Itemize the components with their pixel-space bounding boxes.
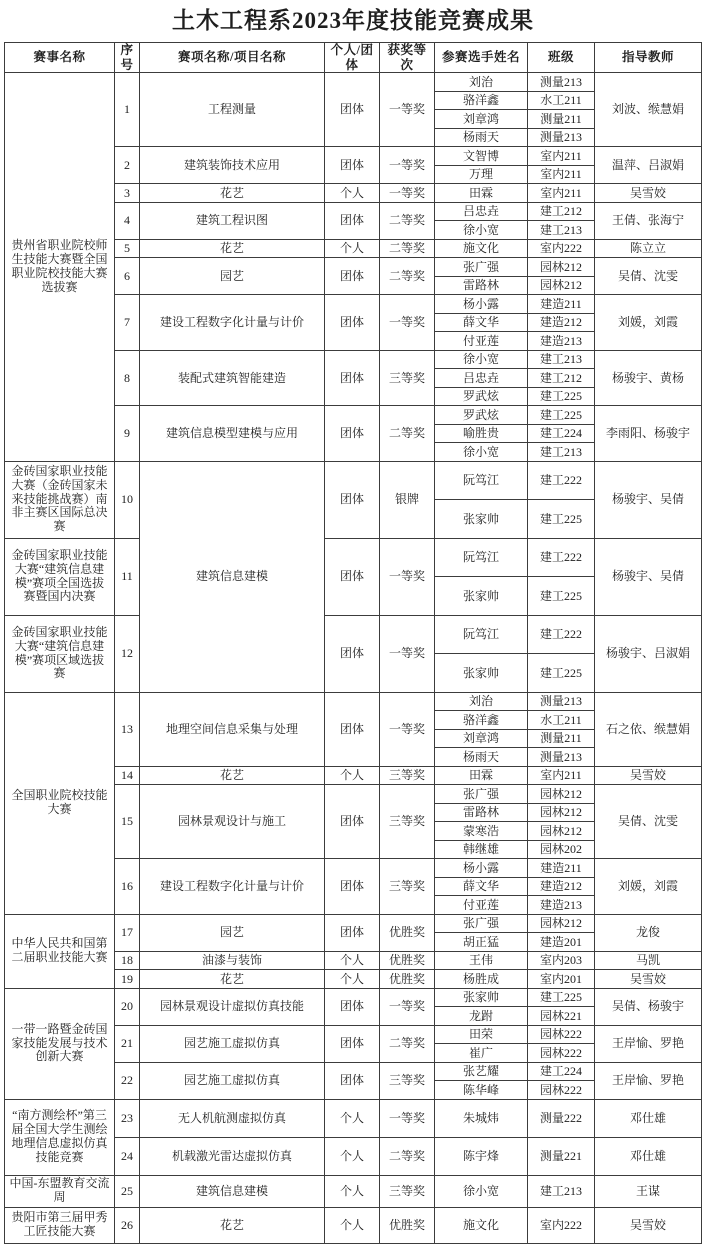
award-level-cell: 优胜奖 — [380, 970, 435, 989]
student-name-cell: 徐小宽 — [435, 443, 528, 462]
table-row — [5, 692, 702, 711]
class-name-cell: 室内211 — [528, 184, 595, 203]
project-name-cell: 花艺 — [140, 1207, 325, 1243]
student-name-cell: 陈华峰 — [435, 1081, 528, 1100]
table-row — [5, 615, 702, 654]
serial-number-cell: 9 — [115, 406, 140, 462]
class-name-cell: 水工211 — [528, 711, 595, 730]
project-name-cell: 园艺 — [140, 258, 325, 295]
class-name-cell: 建工225 — [528, 500, 595, 539]
class-name-cell: 测量213 — [528, 73, 595, 92]
header-students: 参赛选手姓名 — [435, 43, 528, 73]
serial-number-cell: 24 — [115, 1137, 140, 1175]
advisor-teachers-cell: 吴雪姣 — [595, 1207, 702, 1243]
project-name-cell: 花艺 — [140, 766, 325, 785]
student-name-cell: 田荣 — [435, 1025, 528, 1044]
student-name-cell: 杨雨天 — [435, 128, 528, 147]
project-name-cell: 园艺施工虚拟仿真 — [140, 1025, 325, 1062]
class-name-cell: 建工222 — [528, 461, 595, 500]
team-type-cell: 团体 — [325, 406, 380, 462]
student-name-cell: 胡正猛 — [435, 933, 528, 952]
table-row — [5, 73, 702, 92]
class-name-cell: 建造212 — [528, 313, 595, 332]
award-level-cell: 银牌 — [380, 461, 435, 538]
team-type-cell: 团体 — [325, 258, 380, 295]
project-name-cell: 地理空间信息采集与处理 — [140, 692, 325, 766]
class-name-cell: 园林212 — [528, 822, 595, 841]
competition-name-cell: 金砖国家职业技能大赛（金砖国家未来技能挑战赛）南非主赛区国际总决赛 — [5, 461, 115, 538]
class-name-cell: 测量211 — [528, 729, 595, 748]
award-level-cell: 三等奖 — [380, 1062, 435, 1099]
results-table — [4, 42, 702, 1244]
team-type-cell: 团体 — [325, 538, 380, 615]
student-name-cell: 刘章鸿 — [435, 729, 528, 748]
advisor-teachers-cell: 吴倩、沈雯 — [595, 258, 702, 295]
class-name-cell: 建工225 — [528, 387, 595, 406]
table-row — [5, 1099, 702, 1137]
class-name-cell: 建工224 — [528, 1062, 595, 1081]
competition-name-cell: 金砖国家职业技能大赛“建筑信息建模”赛项区域选拔赛 — [5, 615, 115, 692]
serial-number-cell: 7 — [115, 295, 140, 351]
student-name-cell: 万理 — [435, 165, 528, 184]
team-type-cell: 团体 — [325, 202, 380, 239]
competition-name-cell: 贵阳市第三届甲秀工匠技能大赛 — [5, 1207, 115, 1243]
award-level-cell: 一等奖 — [380, 147, 435, 184]
award-level-cell: 三等奖 — [380, 766, 435, 785]
student-name-cell: 徐小宽 — [435, 350, 528, 369]
serial-number-cell: 10 — [115, 461, 140, 538]
team-type-cell: 个人 — [325, 184, 380, 203]
serial-number-cell: 16 — [115, 859, 140, 915]
team-type-cell: 团体 — [325, 914, 380, 951]
class-name-cell: 建工212 — [528, 369, 595, 388]
class-name-cell: 园林222 — [528, 1044, 595, 1063]
student-name-cell: 张家帅 — [435, 654, 528, 693]
award-level-cell: 优胜奖 — [380, 951, 435, 970]
serial-number-cell: 2 — [115, 147, 140, 184]
advisor-teachers-cell: 石之依、缑慧娟 — [595, 692, 702, 766]
team-type-cell: 团体 — [325, 859, 380, 915]
class-name-cell: 测量222 — [528, 1099, 595, 1137]
advisor-teachers-cell: 邓仕雄 — [595, 1137, 702, 1175]
team-type-cell: 团体 — [325, 988, 380, 1025]
class-name-cell: 建工213 — [528, 443, 595, 462]
serial-number-cell: 25 — [115, 1175, 140, 1207]
award-level-cell: 一等奖 — [380, 692, 435, 766]
class-name-cell: 园林212 — [528, 276, 595, 295]
project-name-cell: 机载激光雷达虚拟仿真 — [140, 1137, 325, 1175]
header-project: 赛项名称/项目名称 — [140, 43, 325, 73]
student-name-cell: 文智博 — [435, 147, 528, 166]
class-name-cell: 园林212 — [528, 258, 595, 277]
results-body — [5, 73, 702, 1244]
student-name-cell: 杨小露 — [435, 859, 528, 878]
class-name-cell: 建工225 — [528, 988, 595, 1007]
project-name-cell: 建设工程数字化计量与计价 — [140, 859, 325, 915]
serial-number-cell: 26 — [115, 1207, 140, 1243]
award-level-cell: 优胜奖 — [380, 914, 435, 951]
advisor-teachers-cell: 温萍、吕淑娟 — [595, 147, 702, 184]
award-level-cell: 一等奖 — [380, 295, 435, 351]
project-name-cell: 建筑信息建模 — [140, 1175, 325, 1207]
advisor-teachers-cell: 邓仕雄 — [595, 1099, 702, 1137]
advisor-teachers-cell: 陈立立 — [595, 239, 702, 258]
class-name-cell: 建工213 — [528, 1175, 595, 1207]
header-teachers: 指导教师 — [595, 43, 702, 73]
page-title: 土木工程系2023年度技能竞赛成果 — [172, 8, 534, 33]
student-name-cell: 阮笃江 — [435, 538, 528, 577]
award-level-cell: 二等奖 — [380, 1025, 435, 1062]
table-row — [5, 1175, 702, 1207]
student-name-cell: 杨胜成 — [435, 970, 528, 989]
project-name-cell: 园艺 — [140, 914, 325, 951]
project-name-cell: 建筑信息建模 — [140, 461, 325, 692]
student-name-cell: 陈宇烽 — [435, 1137, 528, 1175]
class-name-cell: 园林212 — [528, 803, 595, 822]
header-class: 班级 — [528, 43, 595, 73]
award-level-cell: 一等奖 — [380, 1099, 435, 1137]
competition-name-cell: 中华人民共和国第二届职业技能大赛 — [5, 914, 115, 988]
advisor-teachers-cell: 杨骏宇、黄杨 — [595, 350, 702, 406]
class-name-cell: 建工222 — [528, 615, 595, 654]
advisor-teachers-cell: 马凯 — [595, 951, 702, 970]
team-type-cell: 个人 — [325, 1207, 380, 1243]
advisor-teachers-cell: 吴雪姣 — [595, 970, 702, 989]
award-level-cell: 二等奖 — [380, 258, 435, 295]
student-name-cell: 阮笃江 — [435, 615, 528, 654]
serial-number-cell: 15 — [115, 785, 140, 859]
project-name-cell: 花艺 — [140, 239, 325, 258]
student-name-cell: 张家帅 — [435, 988, 528, 1007]
student-name-cell: 施文化 — [435, 239, 528, 258]
student-name-cell: 薛文华 — [435, 877, 528, 896]
advisor-teachers-cell: 刘媛，刘霞 — [595, 859, 702, 915]
competition-name-cell: 一带一路暨金砖国家技能发展与技术创新大赛 — [5, 988, 115, 1099]
class-name-cell: 建工225 — [528, 577, 595, 616]
serial-number-cell: 6 — [115, 258, 140, 295]
class-name-cell: 建工213 — [528, 350, 595, 369]
table-row — [5, 1207, 702, 1243]
student-name-cell: 吕忠垚 — [435, 202, 528, 221]
student-name-cell: 朱城炜 — [435, 1099, 528, 1137]
advisor-teachers-cell: 吴雪姣 — [595, 184, 702, 203]
award-level-cell: 三等奖 — [380, 350, 435, 406]
class-name-cell: 园林221 — [528, 1007, 595, 1026]
project-name-cell: 无人机航测虚拟仿真 — [140, 1099, 325, 1137]
advisor-teachers-cell: 吴倩、杨骏宇 — [595, 988, 702, 1025]
award-level-cell: 二等奖 — [380, 1137, 435, 1175]
serial-number-cell: 8 — [115, 350, 140, 406]
class-name-cell: 建造212 — [528, 877, 595, 896]
team-type-cell: 团体 — [325, 147, 380, 184]
advisor-teachers-cell: 王谋 — [595, 1175, 702, 1207]
award-level-cell: 三等奖 — [380, 1175, 435, 1207]
class-name-cell: 建工222 — [528, 538, 595, 577]
class-name-cell: 室内222 — [528, 1207, 595, 1243]
student-name-cell: 罗武炫 — [435, 406, 528, 425]
competition-name-cell: 全国职业院校技能大赛 — [5, 692, 115, 914]
student-name-cell: 田霖 — [435, 766, 528, 785]
team-type-cell: 个人 — [325, 1099, 380, 1137]
serial-number-cell: 13 — [115, 692, 140, 766]
project-name-cell: 建设工程数字化计量与计价 — [140, 295, 325, 351]
student-name-cell: 张广强 — [435, 258, 528, 277]
team-type-cell: 个人 — [325, 1137, 380, 1175]
student-name-cell: 付亚莲 — [435, 896, 528, 915]
student-name-cell: 韩继雄 — [435, 840, 528, 859]
project-name-cell: 装配式建筑智能建造 — [140, 350, 325, 406]
table-row — [5, 461, 702, 500]
advisor-teachers-cell: 刘波、缑慧娟 — [595, 73, 702, 147]
table-row — [5, 988, 702, 1007]
student-name-cell: 雷路林 — [435, 276, 528, 295]
student-name-cell: 刘章鸿 — [435, 110, 528, 129]
team-type-cell: 个人 — [325, 951, 380, 970]
team-type-cell: 个人 — [325, 1175, 380, 1207]
class-name-cell: 园林202 — [528, 840, 595, 859]
class-name-cell: 建工225 — [528, 406, 595, 425]
student-name-cell: 施文化 — [435, 1207, 528, 1243]
class-name-cell: 建造211 — [528, 859, 595, 878]
serial-number-cell: 21 — [115, 1025, 140, 1062]
class-name-cell: 室内222 — [528, 239, 595, 258]
student-name-cell: 阮笃江 — [435, 461, 528, 500]
class-name-cell: 建工224 — [528, 424, 595, 443]
award-level-cell: 一等奖 — [380, 184, 435, 203]
class-name-cell: 建工225 — [528, 654, 595, 693]
serial-number-cell: 12 — [115, 615, 140, 692]
competition-name-cell: 贵州省职业院校师生技能大赛暨全国职业院校技能大赛选拔赛 — [5, 73, 115, 462]
advisor-teachers-cell: 刘媛，刘霞 — [595, 295, 702, 351]
advisor-teachers-cell: 杨骏宇、吴倩 — [595, 461, 702, 538]
serial-number-cell: 5 — [115, 239, 140, 258]
student-name-cell: 徐小宽 — [435, 221, 528, 240]
advisor-teachers-cell: 吴雪姣 — [595, 766, 702, 785]
student-name-cell: 蒙寒浩 — [435, 822, 528, 841]
advisor-teachers-cell: 吴倩、沈雯 — [595, 785, 702, 859]
award-level-cell: 三等奖 — [380, 785, 435, 859]
serial-number-cell: 14 — [115, 766, 140, 785]
student-name-cell: 张家帅 — [435, 577, 528, 616]
class-name-cell: 室内211 — [528, 165, 595, 184]
serial-number-cell: 1 — [115, 73, 140, 147]
award-level-cell: 一等奖 — [380, 615, 435, 692]
student-name-cell: 付亚莲 — [435, 332, 528, 351]
class-name-cell: 测量213 — [528, 748, 595, 767]
student-name-cell: 骆洋鑫 — [435, 711, 528, 730]
class-name-cell: 建工212 — [528, 202, 595, 221]
student-name-cell: 杨小露 — [435, 295, 528, 314]
student-name-cell: 田霖 — [435, 184, 528, 203]
project-name-cell: 园艺施工虚拟仿真 — [140, 1062, 325, 1099]
project-name-cell: 建筑信息模型建模与应用 — [140, 406, 325, 462]
class-name-cell: 室内211 — [528, 766, 595, 785]
class-name-cell: 建造213 — [528, 332, 595, 351]
class-name-cell: 建造201 — [528, 933, 595, 952]
award-level-cell: 一等奖 — [380, 538, 435, 615]
serial-number-cell: 18 — [115, 951, 140, 970]
class-name-cell: 园林212 — [528, 785, 595, 804]
award-level-cell: 二等奖 — [380, 406, 435, 462]
advisor-teachers-cell: 王倩、张海宁 — [595, 202, 702, 239]
class-name-cell: 室内211 — [528, 147, 595, 166]
class-name-cell: 建造211 — [528, 295, 595, 314]
team-type-cell: 团体 — [325, 1025, 380, 1062]
team-type-cell: 团体 — [325, 295, 380, 351]
student-name-cell: 吕忠垚 — [435, 369, 528, 388]
project-name-cell: 园林景观设计虚拟仿真技能 — [140, 988, 325, 1025]
class-name-cell: 测量211 — [528, 110, 595, 129]
project-name-cell: 花艺 — [140, 970, 325, 989]
class-name-cell: 测量221 — [528, 1137, 595, 1175]
student-name-cell: 徐小宽 — [435, 1175, 528, 1207]
student-name-cell: 罗武炫 — [435, 387, 528, 406]
student-name-cell: 刘治 — [435, 73, 528, 92]
serial-number-cell: 22 — [115, 1062, 140, 1099]
header-serial: 序号 — [115, 43, 140, 73]
serial-number-cell: 23 — [115, 1099, 140, 1137]
class-name-cell: 建工213 — [528, 221, 595, 240]
award-level-cell: 优胜奖 — [380, 1207, 435, 1243]
table-row — [5, 538, 702, 577]
student-name-cell: 刘治 — [435, 692, 528, 711]
competition-name-cell: 中国-东盟教育交流周 — [5, 1175, 115, 1207]
team-type-cell: 个人 — [325, 239, 380, 258]
class-name-cell: 水工211 — [528, 91, 595, 110]
advisor-teachers-cell: 王岸愉、罗艳 — [595, 1025, 702, 1062]
award-level-cell: 二等奖 — [380, 239, 435, 258]
student-name-cell: 骆洋鑫 — [435, 91, 528, 110]
project-name-cell: 园林景观设计与施工 — [140, 785, 325, 859]
student-name-cell: 崔广 — [435, 1044, 528, 1063]
student-name-cell: 龙跗 — [435, 1007, 528, 1026]
project-name-cell: 工程测量 — [140, 73, 325, 147]
class-name-cell: 园林222 — [528, 1025, 595, 1044]
serial-number-cell: 19 — [115, 970, 140, 989]
competition-name-cell: 金砖国家职业技能大赛“建筑信息建模”赛项全国选拔赛暨国内决赛 — [5, 538, 115, 615]
team-type-cell: 团体 — [325, 1062, 380, 1099]
award-level-cell: 一等奖 — [380, 988, 435, 1025]
advisor-teachers-cell: 王岸愉、罗艳 — [595, 1062, 702, 1099]
team-type-cell: 团体 — [325, 461, 380, 538]
advisor-teachers-cell: 李雨阳、杨骏宇 — [595, 406, 702, 462]
project-name-cell: 建筑装饰技术应用 — [140, 147, 325, 184]
team-type-cell: 团体 — [325, 73, 380, 147]
header-row — [5, 43, 702, 73]
project-name-cell: 建筑工程识图 — [140, 202, 325, 239]
serial-number-cell: 11 — [115, 538, 140, 615]
student-name-cell: 张艺耀 — [435, 1062, 528, 1081]
team-type-cell: 个人 — [325, 766, 380, 785]
student-name-cell: 雷路林 — [435, 803, 528, 822]
award-level-cell: 二等奖 — [380, 202, 435, 239]
team-type-cell: 团体 — [325, 692, 380, 766]
class-name-cell: 室内203 — [528, 951, 595, 970]
team-type-cell: 团体 — [325, 350, 380, 406]
team-type-cell: 团体 — [325, 615, 380, 692]
team-type-cell: 团体 — [325, 785, 380, 859]
competition-name-cell: “南方测绘杯”第三届全国大学生测绘地理信息虚拟仿真技能竞赛 — [5, 1099, 115, 1175]
advisor-teachers-cell: 杨骏宇、吴倩 — [595, 538, 702, 615]
class-name-cell: 室内201 — [528, 970, 595, 989]
class-name-cell: 园林222 — [528, 1081, 595, 1100]
team-type-cell: 个人 — [325, 970, 380, 989]
advisor-teachers-cell: 杨骏宇、吕淑娟 — [595, 615, 702, 692]
award-level-cell: 一等奖 — [380, 73, 435, 147]
class-name-cell: 测量213 — [528, 692, 595, 711]
advisor-teachers-cell: 龙俊 — [595, 914, 702, 951]
student-name-cell: 喻胜贵 — [435, 424, 528, 443]
student-name-cell: 王伟 — [435, 951, 528, 970]
header-award: 获奖等次 — [380, 43, 435, 73]
student-name-cell: 薛文华 — [435, 313, 528, 332]
student-name-cell: 杨雨天 — [435, 748, 528, 767]
serial-number-cell: 4 — [115, 202, 140, 239]
serial-number-cell: 3 — [115, 184, 140, 203]
student-name-cell: 张广强 — [435, 914, 528, 933]
award-level-cell: 三等奖 — [380, 859, 435, 915]
class-name-cell: 园林212 — [528, 914, 595, 933]
class-name-cell: 建造213 — [528, 896, 595, 915]
project-name-cell: 花艺 — [140, 184, 325, 203]
header-competition: 赛事名称 — [5, 43, 115, 73]
table-row — [5, 914, 702, 933]
project-name-cell: 油漆与装饰 — [140, 951, 325, 970]
student-name-cell: 张家帅 — [435, 500, 528, 539]
serial-number-cell: 20 — [115, 988, 140, 1025]
serial-number-cell: 17 — [115, 914, 140, 951]
class-name-cell: 测量213 — [528, 128, 595, 147]
student-name-cell: 张广强 — [435, 785, 528, 804]
header-type: 个人/团体 — [325, 43, 380, 73]
